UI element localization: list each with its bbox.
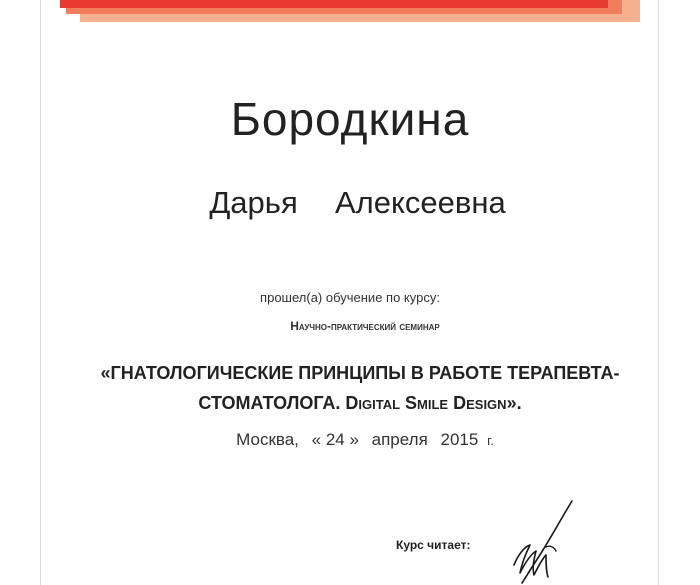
course-intro-text: прошел(а) обучение по курсу: xyxy=(260,290,440,305)
course-title-line-1: «ГНАТОЛОГИЧЕСКИЕ ПРИНЦИПЫ В РАБОТЕ ТЕРАПЕВТА- xyxy=(100,363,620,383)
course-title-line-2-suffix: ». xyxy=(506,393,522,413)
course-title-line-2-prefix: СТОМАТОЛОГА. xyxy=(198,393,346,413)
date-day: « 24 » xyxy=(311,430,359,449)
course-title-line-2-smallcaps: Digital Smile Design xyxy=(345,393,507,413)
date-month: апреля xyxy=(371,430,428,449)
course-title-line-2 xyxy=(50,388,670,418)
top-banner xyxy=(0,0,700,30)
course-title xyxy=(50,358,670,418)
recipient-given-names: Дарья Алексеевна xyxy=(209,185,506,220)
lecturer-label: Курс читает: xyxy=(396,538,471,552)
lecturer-signature xyxy=(500,495,600,585)
issue-date xyxy=(0,430,700,450)
date-city: Москва, xyxy=(236,430,299,449)
banner-front-stripe xyxy=(60,0,608,8)
course-type: Научно-практический семинар xyxy=(290,319,440,333)
date-year: 2015 xyxy=(440,430,479,449)
recipient-surname: Бородкина xyxy=(230,93,470,145)
date-year-suffix: г. xyxy=(487,433,494,448)
